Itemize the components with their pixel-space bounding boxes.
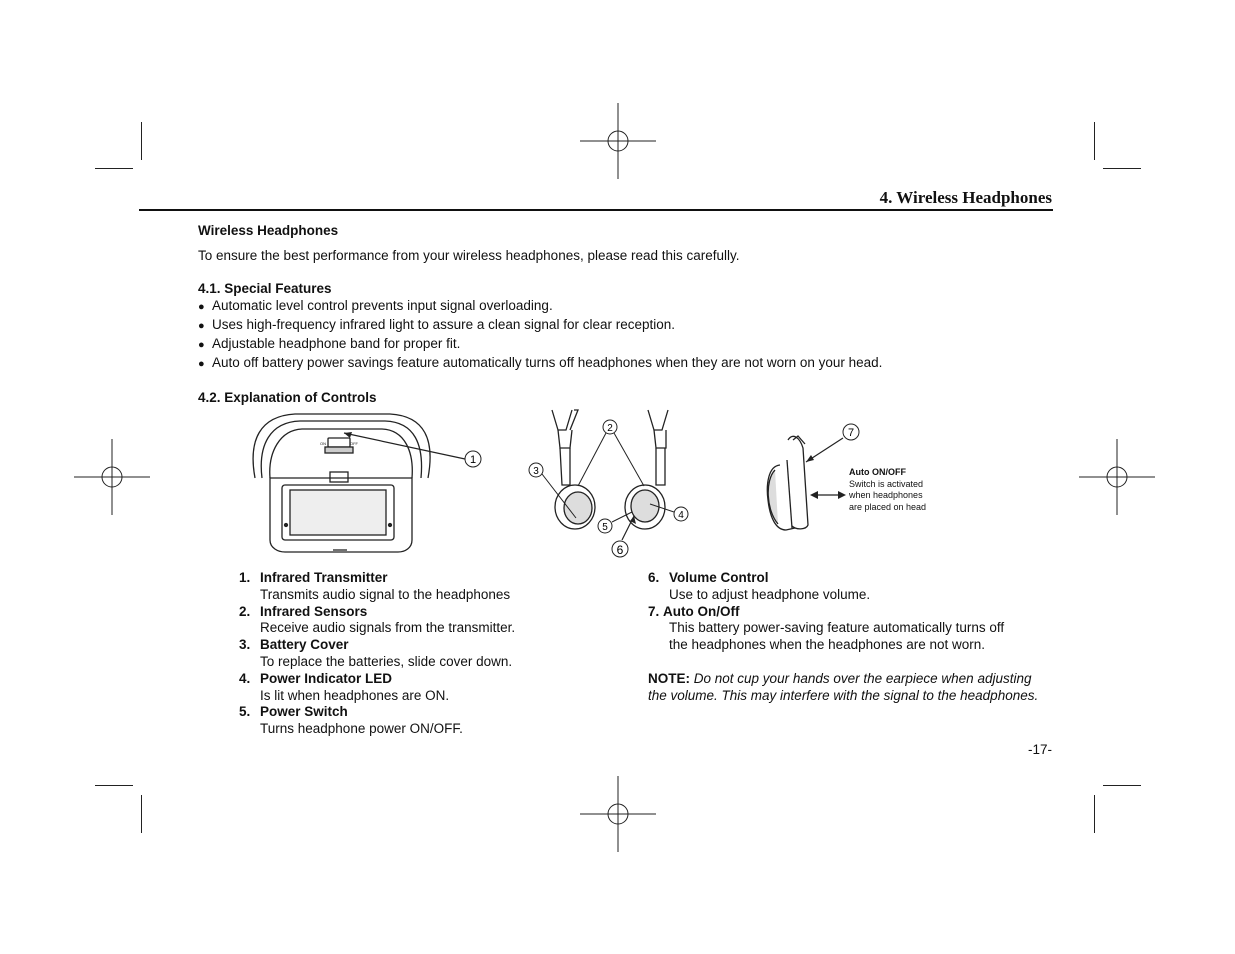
crop-mark [1103,168,1141,169]
callout-number-5: 5 [602,522,608,533]
list-item [239,570,599,587]
crop-mark [141,122,142,160]
item-label: Auto On/Off [663,603,740,619]
page-number: -17- [1027,742,1052,757]
item-label: Infrared Transmitter [260,570,388,585]
callout-line: when headphones [849,490,923,500]
bullet-icon: ● [198,301,205,313]
registration-mark-right [1079,439,1155,515]
list-item [648,570,1048,587]
registration-mark-left [74,439,150,515]
item-description: This battery power-saving feature automatically turns off [669,620,1005,636]
item-number: 3. [239,637,251,653]
item-description: To replace the batteries, slide cover down. [260,653,513,669]
callout-line-2a [578,433,606,486]
intro-paragraph: To ensure the best performance from your wireless headphones, please read this carefully. [198,248,740,263]
callout-line: are placed on head [849,501,927,512]
callout-number-6: 6 [616,543,624,557]
note-block [648,671,1048,705]
feature-text: Uses high-frequency infrared light to assure a clean signal for clear reception. [212,317,675,332]
section-header-title: 4. Wireless Headphones [879,188,1052,207]
main-content [198,222,1058,406]
feature-text: Auto off battery power savings feature automatically turns off headphones when they are not worn on your head. [212,355,883,370]
controls-heading: 4.2. Explanation of Controls [198,390,377,405]
crop-mark [141,795,142,833]
callout-number-7: 7 [847,427,855,439]
arrow-icon [810,491,818,499]
item-label: Battery Cover [260,637,349,653]
list-item [648,604,1048,621]
feature-text: Automatic level control prevents input signal overloading. [212,298,553,313]
controls-list-right [648,570,1048,705]
crop-mark [1094,122,1095,160]
switch-on-label: ON [320,441,326,446]
list-item [198,316,1058,335]
list-item [239,637,599,654]
header-rule [139,209,1053,211]
item-label: Power Switch [260,704,348,720]
item-label: Infrared Sensors [260,603,368,619]
item-description: Transmits audio signal to the headphones [260,586,511,602]
switch-off-label: OFF [350,441,358,446]
item-description: the headphones when the headphones are not worn. [669,637,985,653]
headphone-profile-illustration [767,436,808,530]
bullet-icon: ● [198,339,205,351]
arrow-icon [806,455,814,462]
auto-on-off-callout [849,467,926,513]
note-label: NOTE: [648,670,690,686]
callout-number-3: 3 [533,466,539,477]
item-number: 4. [239,670,251,686]
callout-number-1: 1 [469,454,477,466]
item-label: Power Indicator LED [260,670,393,686]
item-number: 7. [648,603,660,619]
list-item [239,671,599,688]
item-number: 2. [239,603,251,619]
item-number: 6. [648,570,660,585]
arrow-icon [838,491,846,499]
list-item [239,704,599,721]
list-item [198,297,1058,316]
item-description: Receive audio signals from the transmitter. [260,620,516,636]
controls-list-left [239,570,599,738]
callout-line: Switch is activated [849,478,924,489]
arrow-icon [344,432,352,438]
list-item [198,335,1058,354]
item-description: Is lit when headphones are ON. [260,687,450,703]
bullet-icon: ● [198,358,205,370]
callout-line-2b [614,433,644,486]
crop-mark [1094,795,1095,833]
page-title: Wireless Headphones [198,223,339,238]
bullet-icon: ● [198,320,205,332]
note-text: Do not cup your hands over the earpiece when adjusting the volume. This may interfere with the signal to the headphones. [648,670,1039,703]
callout-number-2: 2 [607,423,613,434]
item-number: 5. [239,704,251,720]
headphone-front-illustration [253,414,430,552]
item-label: Volume Control [669,570,769,585]
item-description: Use to adjust headphone volume. [669,586,871,602]
list-item [198,354,1058,373]
registration-mark-top [580,103,656,179]
registration-mark-bottom [580,776,656,852]
list-item [239,604,599,621]
callout-title: Auto ON/OFF [849,467,906,477]
crop-mark [1103,785,1141,786]
crop-mark [95,785,133,786]
callout-number-4: 4 [678,510,684,521]
crop-mark [95,168,133,169]
item-number: 1. [239,570,251,585]
feature-list [198,297,1058,373]
special-features-heading: 4.1. Special Features [198,281,332,296]
feature-text: Adjustable headphone band for proper fit. [212,336,461,351]
callout-line-1 [344,433,465,459]
item-description: Turns headphone power ON/OFF. [260,721,463,737]
